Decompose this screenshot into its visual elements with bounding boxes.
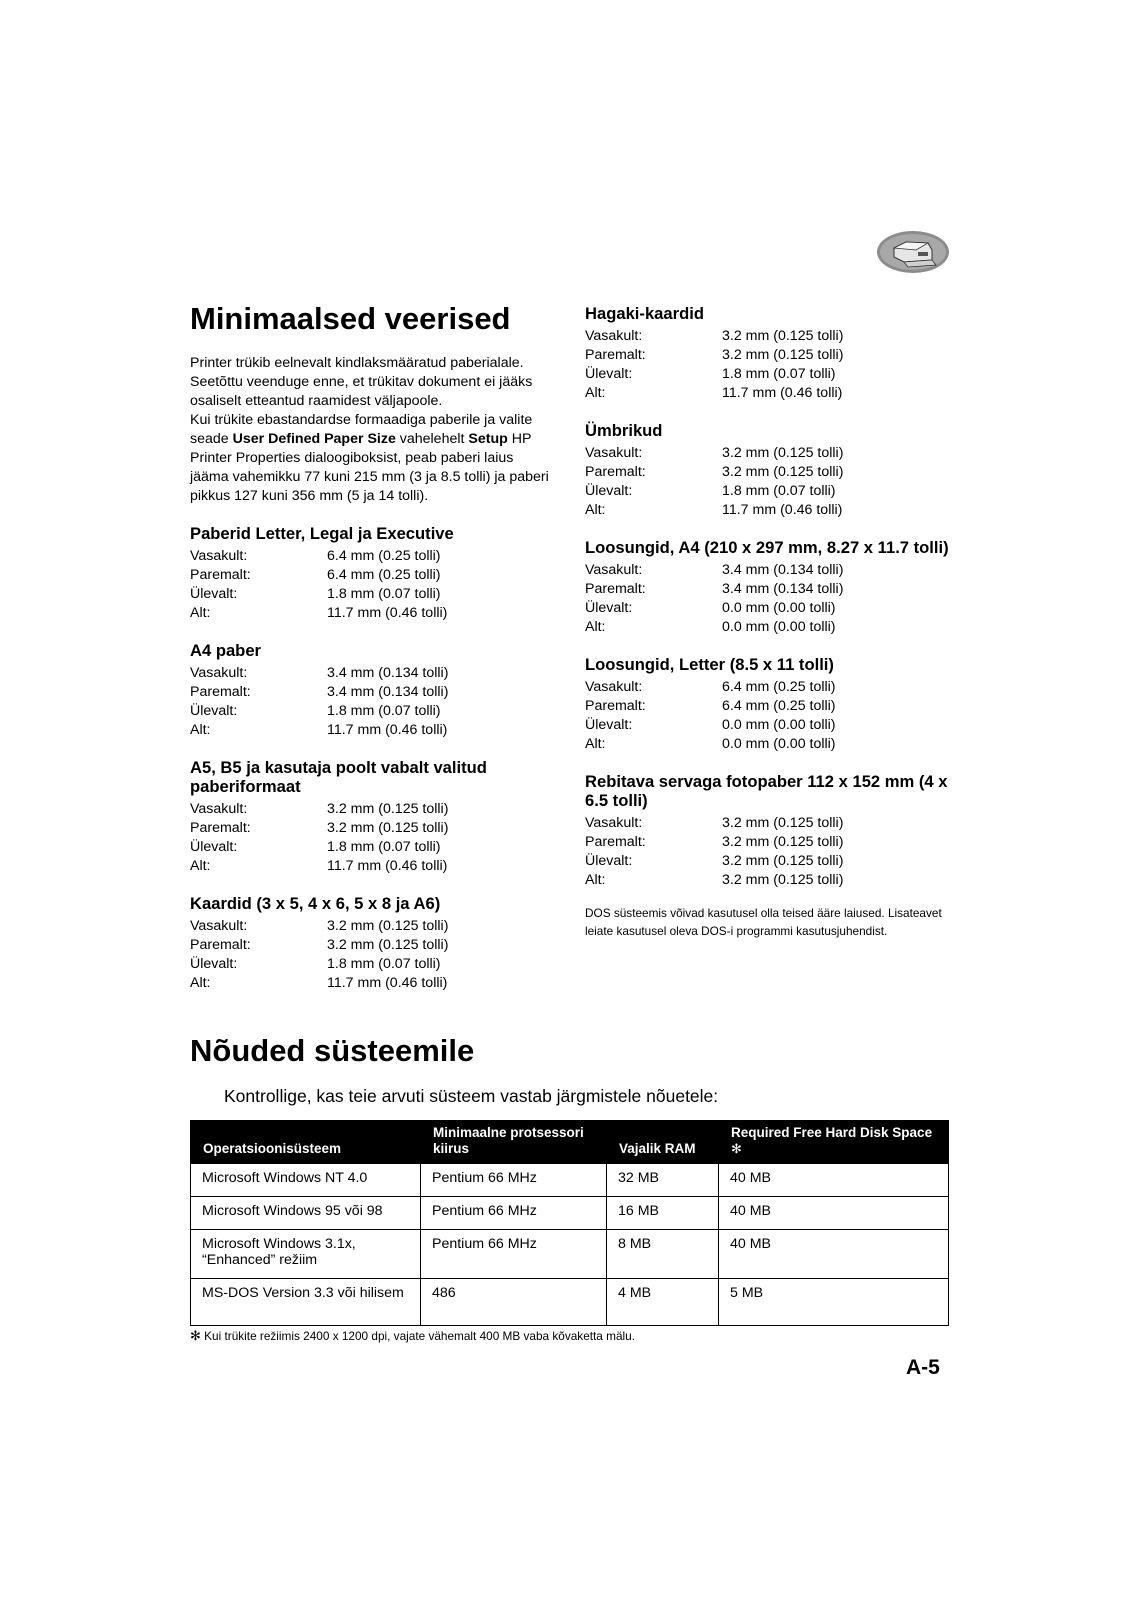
margin-value: 3.4 mm (0.134 tolli) [722, 581, 844, 597]
margin-value: 11.7 mm (0.46 tolli) [722, 502, 843, 518]
margin-side-label: Alt: [585, 872, 606, 888]
margin-side-label: Alt: [585, 385, 606, 401]
margin-row [585, 580, 950, 599]
margin-value: 1.8 mm (0.07 tolli) [327, 586, 441, 602]
margin-value: 3.2 mm (0.125 tolli) [722, 853, 844, 869]
margin-side-label: Vasakult: [585, 445, 643, 461]
margin-side-label: Vasakult: [190, 665, 248, 681]
intro-text: Kui trükite ebastandardse formaadiga paberile ja valite seade [190, 412, 533, 447]
margin-value: 3.2 mm (0.125 tolli) [327, 820, 449, 836]
margin-section [585, 772, 950, 890]
margin-value: 3.2 mm (0.125 tolli) [722, 815, 844, 831]
margin-row [190, 955, 555, 974]
margin-row [190, 800, 555, 819]
cell-ram: 4 MB [607, 1279, 719, 1326]
margin-row [585, 716, 950, 735]
requirements-body [191, 1164, 949, 1326]
system-requirements-intro: Kontrollige, kas teie arvuti süsteem vastab järgmistele nõuetele: [224, 1086, 719, 1106]
cell-cpu: Pentium 66 MHz [421, 1230, 607, 1279]
margin-value: 3.2 mm (0.125 tolli) [722, 347, 844, 363]
cell-ram: 16 MB [607, 1197, 719, 1230]
margin-side-label: Vasakult: [190, 801, 248, 817]
margin-value: 0.0 mm (0.00 tolli) [722, 717, 836, 733]
margin-row [190, 702, 555, 721]
cell-disk: 40 MB [719, 1230, 949, 1279]
system-requirements-title: Nõuded süsteemile [190, 1033, 475, 1068]
margin-value: 1.8 mm (0.07 tolli) [722, 483, 836, 499]
margin-value: 3.2 mm (0.125 tolli) [722, 328, 844, 344]
margin-row [190, 721, 555, 740]
cell-cpu: 486 [421, 1279, 607, 1326]
margin-row [190, 936, 555, 955]
section-title: Loosungid, A4 (210 x 297 mm, 8.27 x 11.7 tolli) [585, 538, 949, 557]
margin-value: 11.7 mm (0.46 tolli) [327, 722, 448, 738]
margin-side-label: Alt: [190, 858, 211, 874]
margin-section [585, 538, 950, 637]
header-disk-label: Required Free Hard Disk Space [731, 1125, 933, 1140]
header-disk [719, 1121, 949, 1164]
margin-value: 0.0 mm (0.00 tolli) [722, 600, 836, 616]
margin-value: 6.4 mm (0.25 tolli) [722, 679, 836, 695]
margin-value: 3.4 mm (0.134 tolli) [722, 562, 844, 578]
margin-value: 11.7 mm (0.46 tolli) [722, 385, 843, 401]
cell-os: Microsoft Windows 3.1x, “Enhanced” režiim [191, 1230, 421, 1279]
header-os: Operatsioonisüsteem [191, 1121, 421, 1164]
table-row [191, 1279, 949, 1326]
margin-value: 1.8 mm (0.07 tolli) [327, 839, 441, 855]
margin-side-label: Alt: [190, 975, 211, 991]
margin-row [190, 604, 555, 623]
section-title: Ümbrikud [585, 421, 663, 440]
margin-value: 1.8 mm (0.07 tolli) [327, 956, 441, 972]
table-row [191, 1230, 949, 1279]
cell-os: Microsoft Windows NT 4.0 [191, 1164, 421, 1197]
asterisk-icon: ✻ [190, 1328, 201, 1343]
margin-row [585, 384, 950, 403]
margin-value: 0.0 mm (0.00 tolli) [722, 619, 836, 635]
margin-side-label: Paremalt: [585, 834, 646, 850]
margin-side-label: Vasakult: [585, 679, 643, 695]
margin-row [585, 561, 950, 580]
cell-disk: 5 MB [719, 1279, 949, 1326]
margin-side-label: Alt: [585, 736, 606, 752]
margin-value: 3.4 mm (0.134 tolli) [327, 684, 449, 700]
cell-disk: 40 MB [719, 1164, 949, 1197]
margin-side-label: Paremalt: [190, 684, 251, 700]
dos-note: DOS süsteemis võivad kasutusel olla teised ääre laiused. Lisateavet leiate kasutusel oleva DOS-i programmi kasutusjuhendist. [585, 906, 942, 938]
intro-tab-name: Setup [468, 431, 508, 447]
margin-row [190, 838, 555, 857]
cell-ram: 32 MB [607, 1164, 719, 1197]
table-row [191, 1197, 949, 1230]
cell-disk: 40 MB [719, 1197, 949, 1230]
margin-row [190, 974, 555, 993]
intro-text: HP Printer Properties dialoogiboksist, peab paberi laius jääma vahemikku 77 kuni 215 mm (3 ja 8.5 tolli) ja paberi pikkus 127 kuni 356 mm (5 ja 14 tolli). [190, 431, 549, 504]
margin-side-label: Paremalt: [585, 464, 646, 480]
cell-cpu: Pentium 66 MHz [421, 1164, 607, 1197]
cell-os: Microsoft Windows 95 või 98 [191, 1197, 421, 1230]
margin-row [190, 566, 555, 585]
margin-side-label: Vasakult: [190, 548, 248, 564]
margin-value: 3.2 mm (0.125 tolli) [327, 937, 449, 953]
intro-text: vahelehelt [395, 431, 469, 447]
margin-value: 3.2 mm (0.125 tolli) [327, 918, 449, 934]
margin-row [585, 833, 950, 852]
margin-side-label: Alt: [585, 502, 606, 518]
table-header-row [191, 1121, 949, 1164]
margin-side-label: Alt: [190, 722, 211, 738]
margin-row [190, 664, 555, 683]
margin-value: 11.7 mm (0.46 tolli) [327, 858, 448, 874]
margin-side-label: Paremalt: [190, 820, 251, 836]
margin-row [190, 819, 555, 838]
requirements-table [190, 1120, 949, 1326]
cell-ram: 8 MB [607, 1230, 719, 1279]
margin-section [190, 641, 555, 740]
right-margin-sections [585, 304, 950, 890]
margin-section [585, 304, 950, 403]
margin-side-label: Alt: [190, 605, 211, 621]
margin-section [585, 421, 950, 520]
intro-paragraph-1: Printer trükib eelnevalt kindlaksmääratud paberialale. Seetõttu veenduge enne, et trükitav dokument ei jääks osaliselt etteantud raamidest väljapoole. [190, 355, 533, 409]
margin-row [190, 547, 555, 566]
intro-paragraph-2 [190, 411, 555, 506]
margin-section [190, 524, 555, 623]
margin-row [585, 365, 950, 384]
margin-side-label: Vasakult: [585, 328, 643, 344]
margin-side-label: Paremalt: [190, 567, 251, 583]
margin-side-label: Ülevalt: [190, 956, 238, 972]
margin-row [190, 683, 555, 702]
section-title: Kaardid (3 x 5, 4 x 6, 5 x 8 ja A6) [190, 894, 441, 913]
margin-value: 11.7 mm (0.46 tolli) [327, 605, 448, 621]
margin-section [585, 655, 950, 754]
section-title: Loosungid, Letter (8.5 x 11 tolli) [585, 655, 834, 674]
margin-section [190, 894, 555, 993]
printer-icon [876, 230, 950, 274]
margin-row [585, 599, 950, 618]
section-title: A4 paber [190, 641, 262, 660]
margin-side-label: Vasakult: [190, 918, 248, 934]
margin-side-label: Ülevalt: [585, 366, 633, 382]
margin-row [585, 346, 950, 365]
margin-side-label: Ülevalt: [585, 600, 633, 616]
margins-title: Minimaalsed veerised [190, 301, 511, 336]
margin-side-label: Ülevalt: [190, 586, 238, 602]
section-title: Rebitava servaga fotopaber 112 x 152 mm (4 x 6.5 tolli) [585, 772, 948, 810]
margin-side-label: Paremalt: [585, 581, 646, 597]
margin-side-label: Ülevalt: [585, 717, 633, 733]
margin-value: 0.0 mm (0.00 tolli) [722, 736, 836, 752]
margin-row [585, 697, 950, 716]
margin-side-label: Paremalt: [585, 698, 646, 714]
margin-value: 6.4 mm (0.25 tolli) [722, 698, 836, 714]
left-column [190, 300, 555, 993]
margin-side-label: Ülevalt: [585, 483, 633, 499]
margin-row [190, 857, 555, 876]
cell-cpu: Pentium 66 MHz [421, 1197, 607, 1230]
table-row [191, 1164, 949, 1197]
header-ram: Vajalik RAM [607, 1121, 719, 1164]
margin-row [190, 585, 555, 604]
margin-value: 11.7 mm (0.46 tolli) [327, 975, 448, 991]
left-margin-sections [190, 524, 555, 993]
margin-row [585, 618, 950, 637]
margin-side-label: Ülevalt: [585, 853, 633, 869]
section-title: Hagaki-kaardid [585, 304, 704, 323]
margin-row [585, 463, 950, 482]
margins-intro [190, 354, 555, 506]
margin-value: 3.2 mm (0.125 tolli) [722, 464, 844, 480]
margin-row [585, 814, 950, 833]
margin-side-label: Ülevalt: [190, 839, 238, 855]
margin-side-label: Vasakult: [585, 815, 643, 831]
footnote [190, 1328, 635, 1344]
footnote-text: Kui trükite režiimis 2400 x 1200 dpi, vajate vähemalt 400 MB vaba kõvaketta mälu. [200, 1329, 635, 1343]
margin-row [585, 327, 950, 346]
section-title: A5, B5 ja kasutaja poolt vabalt valitud paberiformaat [190, 758, 487, 796]
header-cpu: Minimaalne protsessori kiirus [421, 1121, 607, 1164]
margin-side-label: Paremalt: [190, 937, 251, 953]
margin-side-label: Ülevalt: [190, 703, 238, 719]
right-column [585, 304, 950, 940]
margin-value: 1.8 mm (0.07 tolli) [327, 703, 441, 719]
margin-value: 1.8 mm (0.07 tolli) [722, 366, 836, 382]
margin-value: 6.4 mm (0.25 tolli) [327, 548, 441, 564]
cell-os: MS-DOS Version 3.3 või hilisem [191, 1279, 421, 1326]
margin-row [585, 871, 950, 890]
margin-value: 3.2 mm (0.125 tolli) [722, 834, 844, 850]
margin-row [190, 917, 555, 936]
margin-value: 3.2 mm (0.125 tolli) [327, 801, 449, 817]
margin-side-label: Paremalt: [585, 347, 646, 363]
margin-row [585, 501, 950, 520]
asterisk-icon: ✻ [731, 1141, 742, 1156]
margin-row [585, 678, 950, 697]
margin-row [585, 444, 950, 463]
margin-value: 6.4 mm (0.25 tolli) [327, 567, 441, 583]
margin-row [585, 482, 950, 501]
page-number: A-5 [906, 1356, 940, 1379]
margin-side-label: Vasakult: [585, 562, 643, 578]
margin-row [585, 735, 950, 754]
margin-side-label: Alt: [585, 619, 606, 635]
margin-value: 3.2 mm (0.125 tolli) [722, 445, 844, 461]
intro-setting-name: User Defined Paper Size [232, 431, 396, 447]
margin-row [585, 852, 950, 871]
margin-value: 3.4 mm (0.134 tolli) [327, 665, 449, 681]
margin-section [190, 758, 555, 876]
section-title: Paberid Letter, Legal ja Executive [190, 524, 454, 543]
margin-value: 3.2 mm (0.125 tolli) [722, 872, 844, 888]
